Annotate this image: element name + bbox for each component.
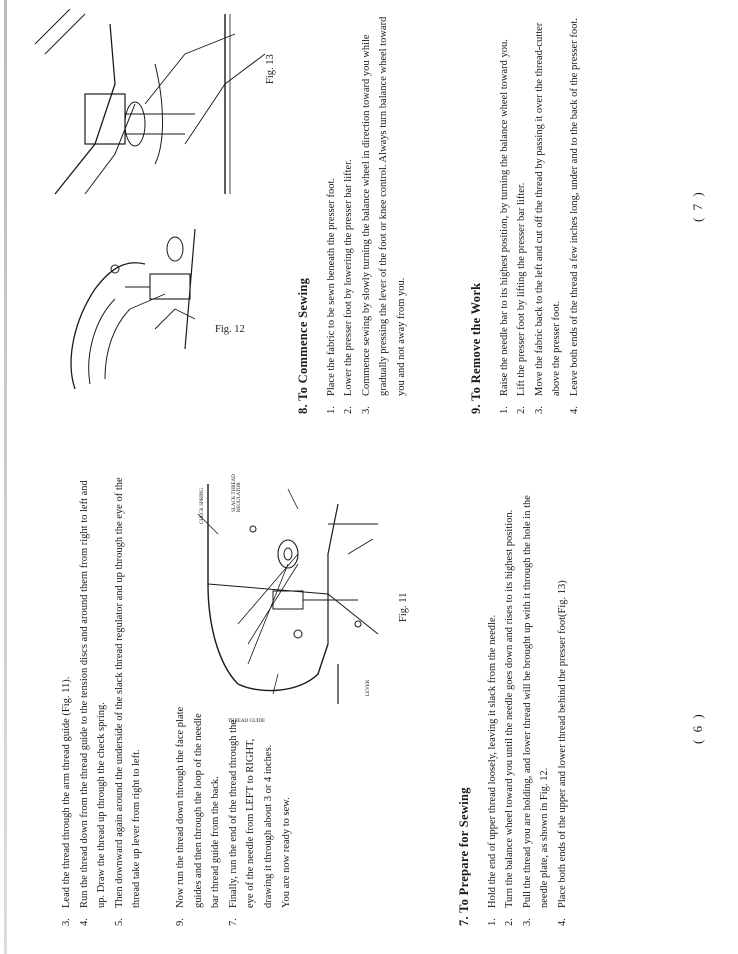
step-5: 5. Then downward again around the underside of the slack thread regulator and up through the eye of the thread take up lever from right to left. — [113, 477, 143, 926]
section-9-item-3: 3. Move the fabric back to the left and cut off the thread by passing it over the thread-cutter above the presser foot. — [533, 22, 563, 414]
fig-13-caption: Fig. 13 — [265, 54, 276, 84]
section-8-heading: 8. To Commence Sewing — [296, 277, 310, 414]
ready-note: You are now ready to sew. — [280, 797, 292, 908]
fig-12-illustration — [55, 219, 205, 409]
section-9 — [468, 4, 584, 414]
page-number-6: ( 6 ) — [690, 712, 705, 744]
section-9-item-2: 2. Lift the presser foot by lifting the presser bar lifter. — [516, 182, 528, 414]
section-7-heading: 7. To Prepare for Sewing — [457, 787, 471, 926]
fig-11-label-guide: THREAD GUIDE — [228, 719, 266, 724]
fig-12-caption: Fig. 12 — [215, 324, 245, 335]
section-7-item-4: 4. Place both ends of the upper and lower thread behind the presser foot(Fig. 13) — [556, 580, 568, 926]
section-8-item-1: 1. Place the fabric to be sewn beneath the presser foot. — [325, 177, 337, 414]
section-9-item-4: 4. Leave both ends of the thread a few inches long, under and to the back of the presser foot. — [568, 18, 580, 414]
step-7: 7. Finally, run the end of the thread through the eye of the needle from LEFT to RIGHT, drawing it through about 3 or 4 inches. — [227, 720, 274, 926]
fig-11-label-check: CHECK SPRING — [200, 488, 205, 524]
step-3: 3. Lead the thread through the arm thread guide (Fig. 11). — [61, 676, 72, 926]
step-4: 4. Run the thread down from the thread guide to the tension discs and around them from right to left and up. Draw the thread up through the check spring. — [78, 480, 108, 926]
fig-11-threading-illustration — [178, 479, 398, 704]
section-7-item-2: 2. Turn the balance wheel toward you until the needle goes down and rises to its highest position. — [504, 509, 516, 926]
section-8-item-2: 2. Lower the presser foot by lowering the presser bar lifter. — [343, 159, 355, 414]
page-number-7: ( 7 ) — [690, 190, 705, 222]
section-7-item-3: 3. Pull the thread you are holding, and lower thread will be brought up with it through the hole in the needle plate, as shown in Fig. 12. — [521, 495, 551, 926]
section-7 — [456, 466, 572, 926]
section-8 — [295, 4, 411, 414]
section-9-item-1: 1. Raise the needle bar to its highest position, by turning the balance wheel toward you. — [498, 39, 510, 414]
section-8-item-3: 3. Commence sewing by slowly turning the balance wheel in direction toward you while gradually pressing the lever of the foot or knee control. Always turn balance wheel toward you and not away from you. — [360, 16, 407, 414]
threading-steps — [58, 471, 146, 926]
fig-11-label-slack: SLACK THREAD REGULATOR — [232, 474, 242, 512]
step-9: 9. Now run the thread down through the face plate guides and then through the loop of the needle bar thread guide from the back. — [175, 706, 222, 926]
fig-11-label-lever: LEVER — [366, 679, 371, 696]
fig-11-caption: Fig. 11 — [398, 592, 409, 622]
section-7-item-1: 1. Hold the end of upper thread loosely, leaving it slack from the needle. — [486, 614, 498, 926]
fig-13-illustration — [25, 9, 275, 204]
threading-steps-narrow — [172, 704, 295, 926]
section-9-heading: 9. To Remove the Work — [469, 282, 483, 414]
